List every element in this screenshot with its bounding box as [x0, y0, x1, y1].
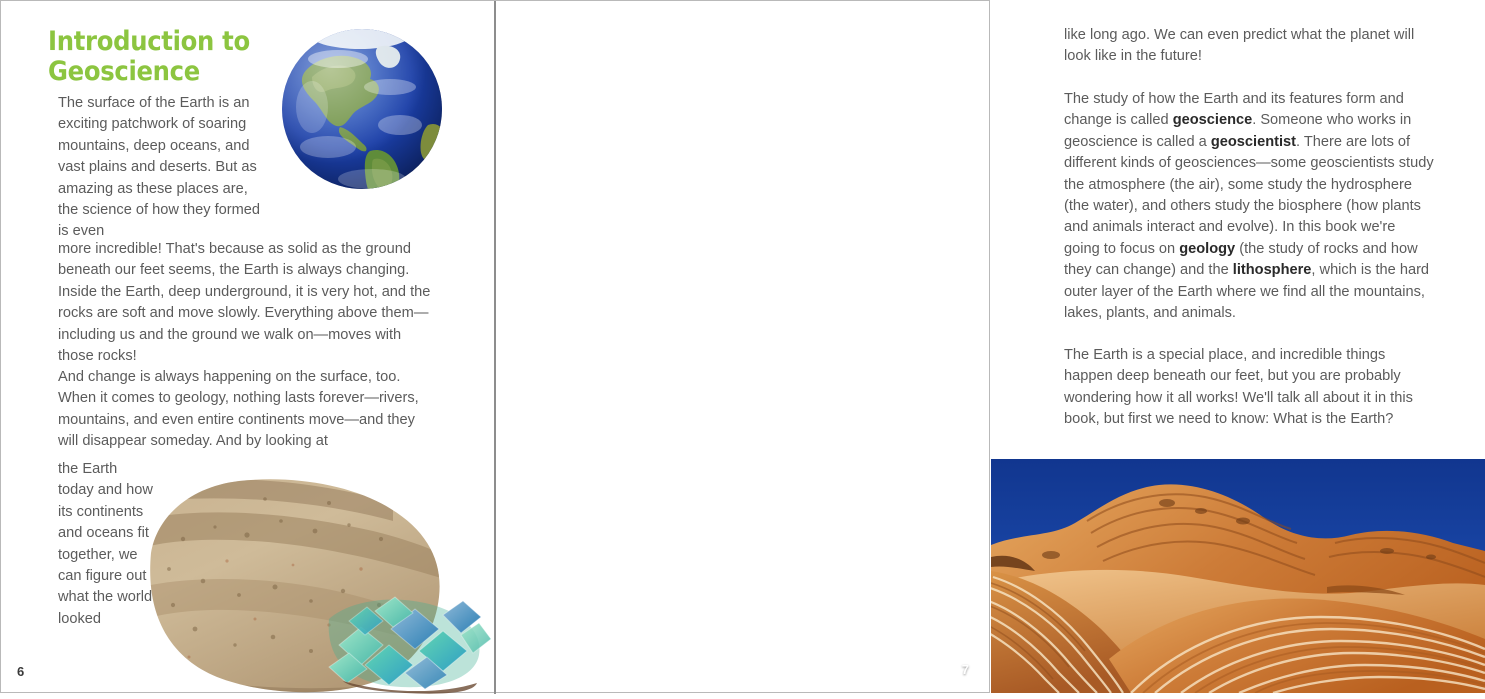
rock-specimen-with-fluorite-crystals-photo	[143, 469, 495, 694]
page-number-left: 6	[17, 664, 25, 679]
page-gutter-divider	[494, 1, 496, 694]
paragraph-closing: The Earth is a special place, and incredible things happen deep beneath our feet, but you are probably wondering how it all works! We'll talk all about it in this book, but first we need to know: What is the Earth?	[1064, 347, 1413, 428]
left-page	[1, 1, 494, 694]
paragraph-two-wrapped: the Earth today and how its continents and oceans fit together, we can figure out what the world looked	[58, 461, 153, 627]
paragraph-continuation: like long ago. We can even predict what the planet will look like in the future!	[1064, 27, 1415, 65]
rock-specimen-graphic	[143, 469, 495, 694]
paragraph-geoscience-definition: The study of how the Earth and its features form and change is called geoscience. Someone who works in geoscience is called a geoscientist. There are lots of different kinds of geosciences—some geoscientists study the atmosphere (the air), some study the hydrosphere (the water), and others study the biosphere (how plants and animals interact and evolve). In this book we're going to focus on geology (the study of rocks and how they can change) and the lithosphere, which is the hard outer layer of the Earth where we find all the mountains, lakes, plants, and animals.	[1064, 91, 1434, 322]
right-page	[496, 1, 1434, 694]
fluorite-crystal-cluster	[329, 597, 491, 694]
page-title: Introduction to Geoscience	[48, 26, 250, 88]
sandstone-canyon-photo	[991, 459, 1485, 693]
sandstone-canyon-graphic	[991, 459, 1485, 693]
earth-globe-graphic	[282, 29, 442, 189]
paragraph-lead-start: The surface of the Earth is an exciting patchwork of soaring mountains, deep oceans, and vast plains and deserts. But as amazing as these places are, the science of how they formed is even	[58, 95, 260, 240]
earth-globe-photo	[282, 29, 442, 189]
paragraph-two: And change is always happening on the surface, too. When it comes to geology, nothing lasts forever—rivers, mountains, and even entire continents move—and they will disappear someday. And by looking at	[58, 369, 419, 450]
paragraph-lead-continued: more incredible! That's because as solid as the ground beneath our feet seems, the Earth is always changing. Inside the Earth, deep underground, it is very hot, and the rocks are soft and move slowly. Everything above them—including us and the ground we walk on—moves with those rocks!	[58, 241, 431, 365]
page-number-right: 7	[961, 662, 969, 677]
